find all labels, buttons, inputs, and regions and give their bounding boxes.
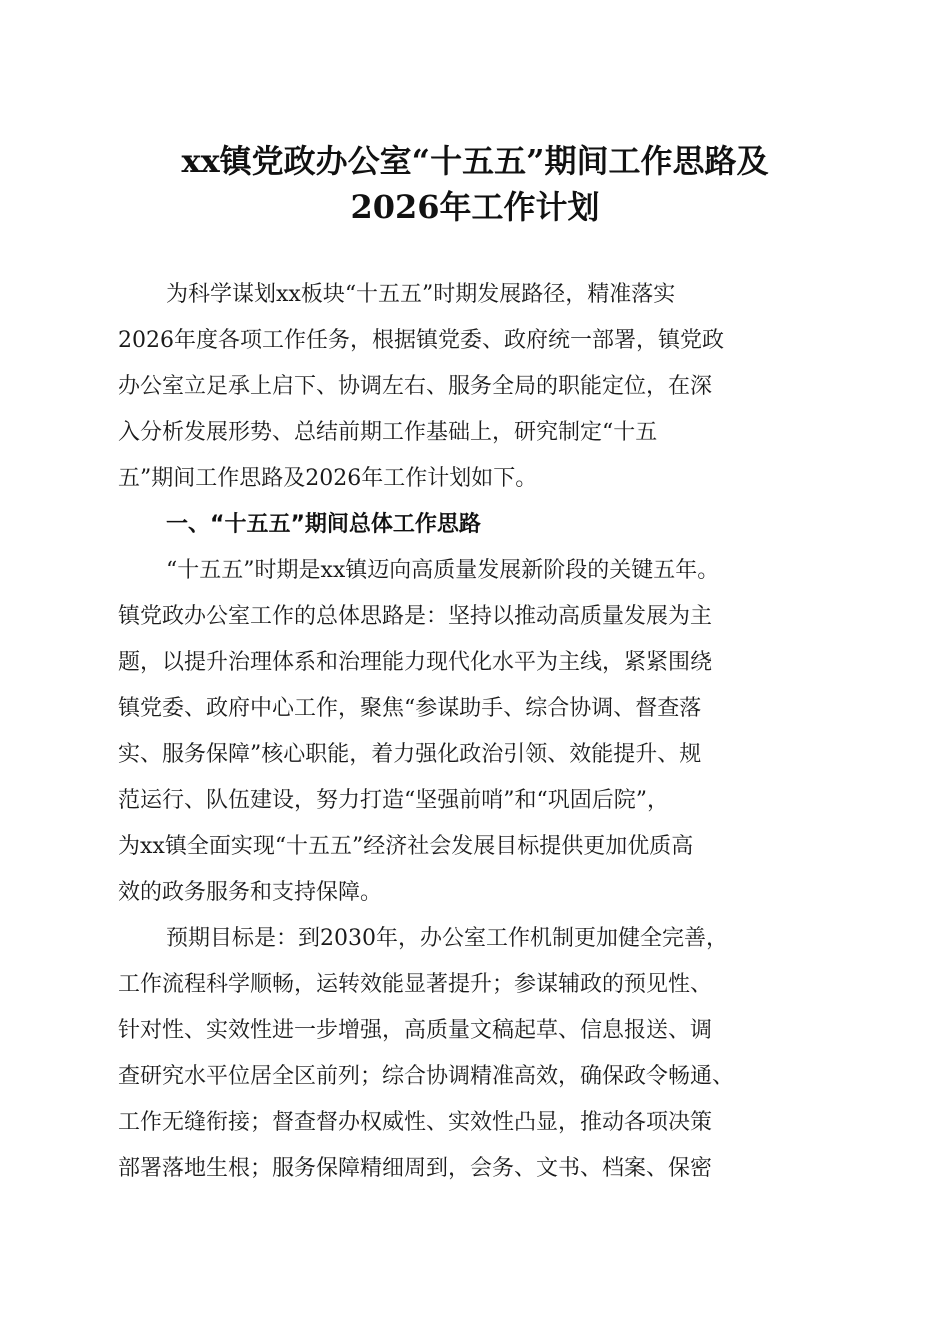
title-line-2: 2026年工作计划 <box>350 188 600 226</box>
section1-paragraph-1 <box>118 548 833 916</box>
text-line: 部署落地生根；服务保障精细周到，会务、文书、档案、保密 <box>118 1156 713 1181</box>
text-line: 预期目标是：到2030年，办公室工作机制更加健全完善， <box>166 926 728 951</box>
text-line: 工作流程科学顺畅，运转效能显著提升；参谋辅政的预见性、 <box>118 972 713 997</box>
text-line: 效的政务服务和支持保障。 <box>118 880 383 905</box>
text-line: 查研究水平位居全区前列；综合协调精准高效，确保政令畅通、 <box>118 1064 735 1089</box>
text-line: 针对性、实效性进一步增强，高质量文稿起草、信息报送、调 <box>118 1018 713 1043</box>
text-line: 入分析发展形势、总结前期工作基础上，研究制定“十五 <box>118 420 658 445</box>
document-body <box>118 272 833 1192</box>
text-line: 办公室立足承上启下、协调左右、服务全局的职能定位，在深 <box>118 374 713 399</box>
text-line: 镇党委、政府中心工作，聚焦“参谋助手、综合协调、督查落 <box>118 696 702 721</box>
text-line: 镇党政办公室工作的总体思路是：坚持以推动高质量发展为主 <box>118 604 713 629</box>
text-line: 为科学谋划xx板块“十五五”时期发展路径，精准落实 <box>166 282 676 307</box>
text-line: 为xx镇全面实现“十五五”经济社会发展目标提供更加优质高 <box>118 834 694 859</box>
text-line: 工作无缝衔接；督查督办权威性、实效性凸显，推动各项决策 <box>118 1110 713 1135</box>
section1-paragraph-2 <box>118 916 833 1192</box>
text-line: 五”期间工作思路及2026年工作计划如下。 <box>118 466 538 491</box>
text-line: 2026年度各项工作任务，根据镇党委、政府统一部署，镇党政 <box>118 328 724 353</box>
text-line: “十五五”时期是xx镇迈向高质量发展新阶段的关键五年。 <box>166 558 720 583</box>
text-line: 题，以提升治理体系和治理能力现代化水平为主线，紧紧围绕 <box>118 650 713 675</box>
intro-paragraph <box>118 272 833 502</box>
text-line: 实、服务保障”核心职能，着力强化政治引领、效能提升、规 <box>118 742 702 767</box>
section-heading: 一、“十五五”期间总体工作思路 <box>166 512 481 537</box>
document-title <box>90 138 860 230</box>
title-line-1: xx镇党政办公室“十五五”期间工作思路及 <box>181 142 769 180</box>
text-line: 范运行、队伍建设，努力打造“坚强前哨”和“巩固后院”， <box>118 788 669 813</box>
